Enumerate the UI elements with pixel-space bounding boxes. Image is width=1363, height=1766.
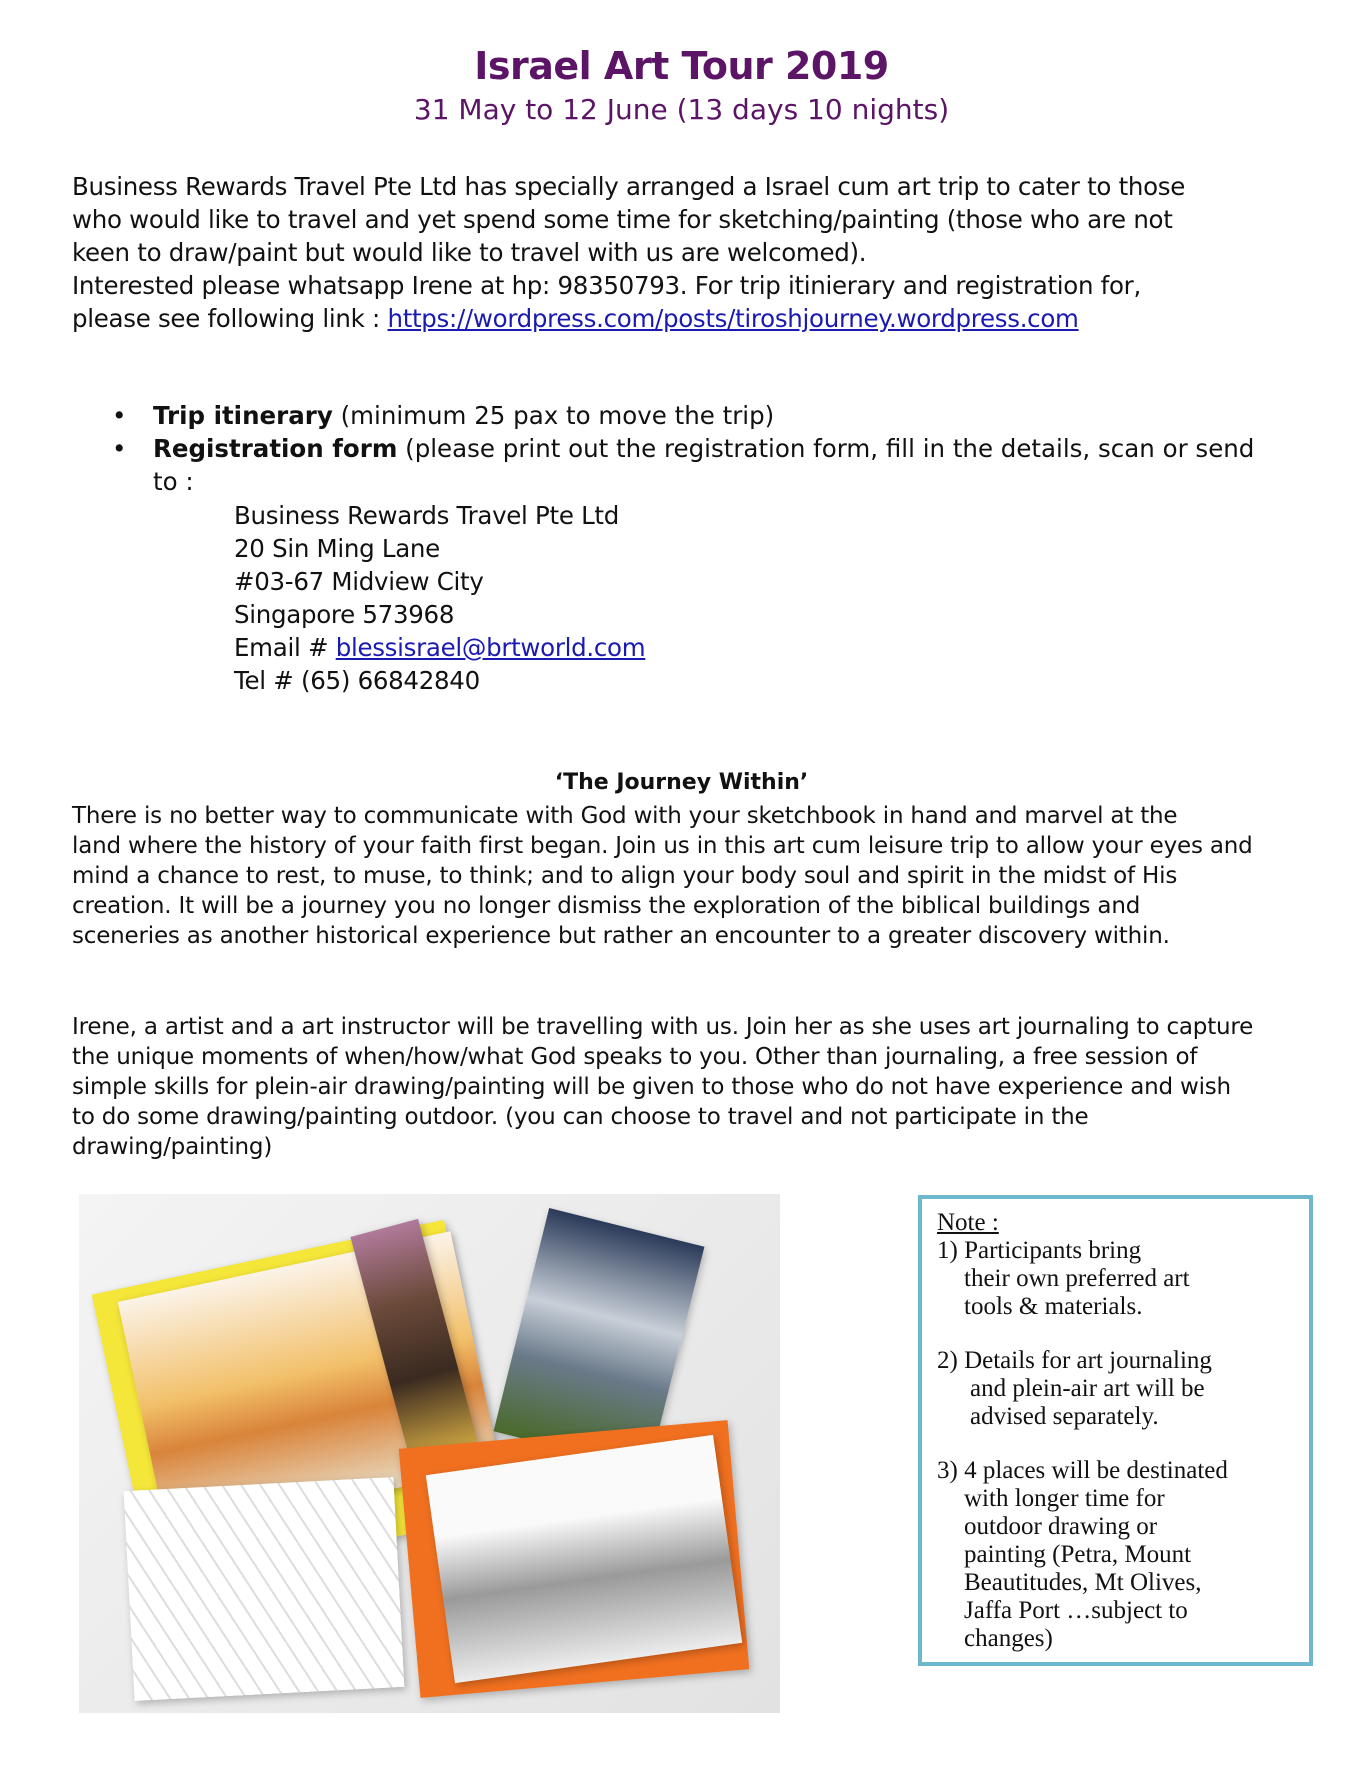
note-line: tools & materials.	[964, 1293, 1143, 1320]
note-line: 3) 4 places will be destinated	[937, 1457, 1228, 1484]
address-line: 20 Sin Ming Lane	[234, 534, 440, 563]
link-prefix: please see following link :	[72, 304, 388, 333]
irene-line: to do some drawing/painting outdoor. (you can choose to travel and not participate in the	[72, 1104, 1089, 1130]
intro-line: Business Rewards Travel Pte Ltd has specially arranged a Israel cum art trip to cater to those	[72, 172, 1186, 201]
journey-line: creation. It will be a journey you no longer dismiss the exploration of the biblical buildings and	[72, 893, 1141, 919]
page-title: Israel Art Tour 2019	[474, 44, 889, 88]
note-box	[918, 1195, 1313, 1666]
bullet-text: (please print out the registration form, fill in the details, scan or send	[397, 434, 1255, 463]
bullet-item-itinerary	[153, 401, 774, 430]
note-line: 1) Participants bring	[937, 1237, 1142, 1264]
intro-line: keen to draw/paint but would like to travel with us are welcomed).	[72, 238, 867, 267]
note-line: Beautitudes, Mt Olives,	[964, 1569, 1202, 1596]
bullet-continuation: to :	[153, 467, 194, 496]
soldiers-sketch	[124, 1477, 405, 1701]
bullet-item-registration	[153, 434, 1254, 463]
note-line: painting (Petra, Mount	[964, 1541, 1192, 1568]
note-line: changes)	[964, 1625, 1053, 1652]
journey-line: There is no better way to communicate with God with your sketchbook in hand and marvel at the	[72, 803, 1178, 829]
intro-line: Interested please whatsapp Irene at hp: 98350793. For trip itinierary and registration for,	[72, 271, 1141, 300]
bullet-text: (minimum 25 pax to move the trip)	[332, 401, 775, 430]
note-line: outdoor drawing or	[964, 1513, 1158, 1540]
bullet-icon: •	[112, 401, 127, 430]
page-subtitle: 31 May to 12 June (13 days 10 nights)	[413, 93, 950, 126]
note-heading: Note :	[937, 1209, 999, 1236]
bullet-bold: Registration form	[153, 434, 398, 463]
note-line: and plein-air art will be	[970, 1375, 1205, 1402]
note-line: their own preferred art	[964, 1265, 1190, 1292]
intro-line: who would like to travel and yet spend some time for sketching/painting (those who are not	[72, 205, 1173, 234]
journey-line: sceneries as another historical experience but rather an encounter to a greater discovery within.	[72, 923, 1170, 949]
bullet-bold: Trip itinerary	[153, 401, 333, 430]
journey-heading: ‘The Journey Within’	[554, 770, 809, 795]
email-line	[234, 633, 645, 662]
irene-line: Irene, a artist and a art instructor will be travelling with us. Join her as she uses art journaling to capture	[72, 1014, 1254, 1040]
irene-line: drawing/painting)	[72, 1134, 273, 1160]
note-line: 2) Details for art journaling	[937, 1347, 1212, 1374]
wordpress-link[interactable]: https://wordpress.com/posts/tiroshjourney.wordpress.com	[387, 304, 1079, 333]
bullet-icon: •	[112, 434, 127, 463]
intro-line	[72, 304, 1079, 333]
tel-line: Tel # (65) 66842840	[234, 666, 480, 695]
note-line: Jaffa Port …subject to	[964, 1597, 1188, 1624]
journey-line: land where the history of your faith first began. Join us in this art cum leisure trip to allow your eyes and	[72, 833, 1253, 859]
irene-line: simple skills for plein-air drawing/painting will be given to those who do not have experience and wish	[72, 1074, 1231, 1100]
address-line: Business Rewards Travel Pte Ltd	[234, 501, 619, 530]
journey-line: mind a chance to rest, to muse, to think; and to align your body soul and spirit in the midst of His	[72, 863, 1178, 889]
city-sketch	[426, 1435, 742, 1683]
address-line: Singapore 573968	[234, 600, 455, 629]
note-line: advised separately.	[970, 1403, 1159, 1430]
art-collage-image	[79, 1194, 780, 1713]
irene-line: the unique moments of when/how/what God speaks to you. Other than journaling, a free session of	[72, 1044, 1198, 1070]
email-label: Email #	[234, 633, 336, 662]
note-line: with longer time for	[964, 1485, 1165, 1512]
email-link[interactable]: blessisrael@brtworld.com	[335, 633, 646, 662]
address-line: #03-67 Midview City	[234, 567, 484, 596]
